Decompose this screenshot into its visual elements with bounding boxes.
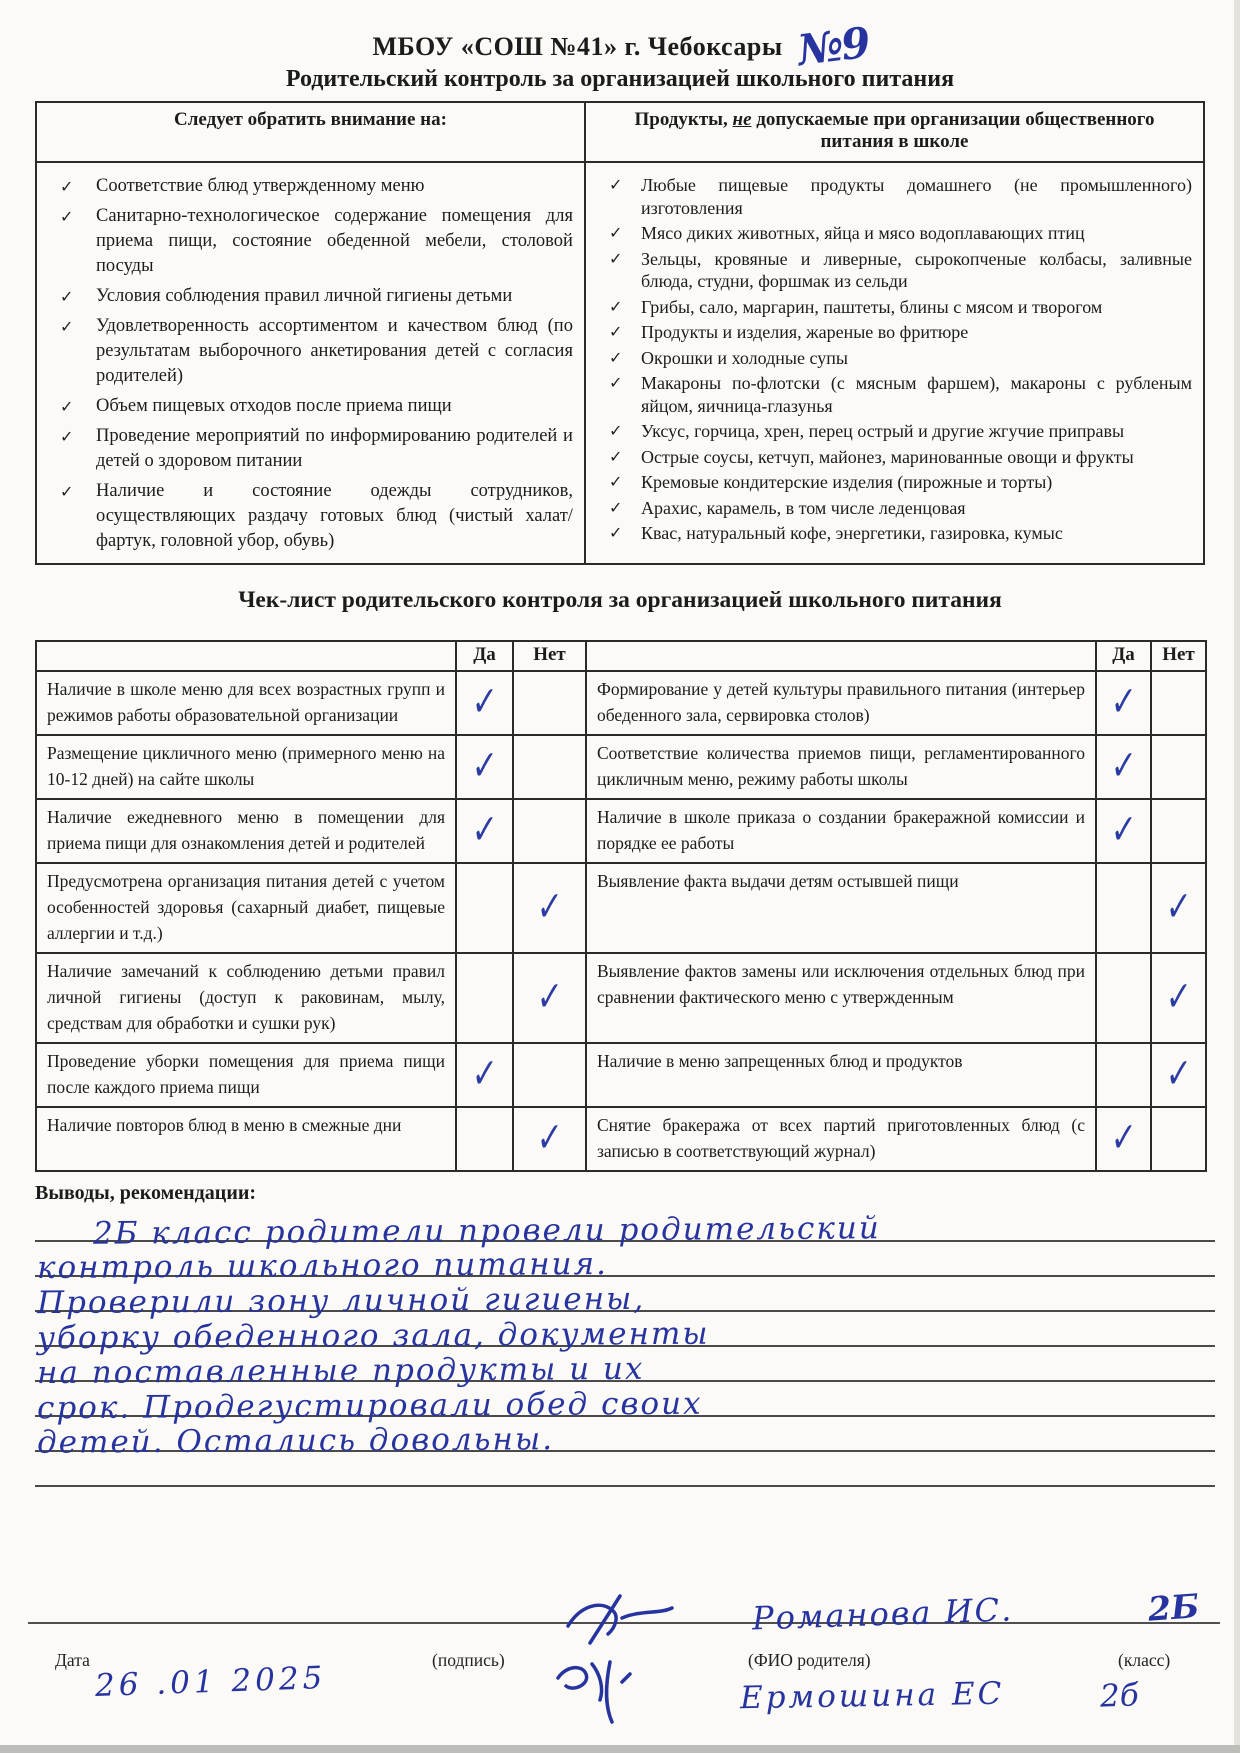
checklist-header-blank-right <box>586 641 1096 671</box>
handwritten-conclusion-line: Проверили зону личной гигиены, <box>36 1280 646 1322</box>
checklist-row <box>36 735 1206 799</box>
checkmark-cell-yes: ✓ <box>456 671 513 735</box>
checkmark-cell-yes: ✓ <box>456 1043 513 1107</box>
checklist-item-text: Соответствие количества приемов пищи, регламентированного цикличным меню, режиму работы школы <box>586 735 1096 799</box>
attention-table <box>35 101 1205 565</box>
checklist-title: Чек-лист родительского контроля за организацией школьного питания <box>238 587 1002 613</box>
attention-item: ✓ Объем пищевых отходов после приема пищи <box>58 394 573 419</box>
class-label: (класс) <box>1118 1650 1171 1670</box>
handwritten-conclusion-line: 2Б класс родители провели родительский <box>92 1210 881 1252</box>
handwritten-class: 2Б <box>1146 1586 1201 1629</box>
checklist-row <box>36 953 1206 1043</box>
checkmark-cell-yes <box>1096 953 1151 1043</box>
attention-item: ✓ Кремовые кондитерские изделия (пирожные и торты) <box>607 471 1192 494</box>
checklist-header-yes-right: Да <box>1096 641 1151 671</box>
checklist-item-text: Выявление фактов замены или исключения отдельных блюд при сравнении фактического меню с утвержденным <box>586 953 1096 1043</box>
attention-item: ✓ Соответствие блюд утвержденному меню <box>58 174 573 199</box>
checkmark-cell-no: ✓ <box>513 863 586 953</box>
checklist-item-text: Наличие в меню запрещенных блюд и продуктов <box>586 1043 1096 1107</box>
date-label: Дата <box>55 1650 90 1670</box>
checkmark-cell-yes <box>1096 1043 1151 1107</box>
checkmark-cell-yes <box>456 863 513 953</box>
checkmark-cell-no <box>1151 671 1206 735</box>
handwritten-conclusion-line: уборку обеденного зала, документы <box>36 1315 710 1357</box>
handwritten-parent-name: Ермошина ЕС <box>739 1675 1005 1717</box>
checklist-item-text: Проведение уборки помещения для приема пищи после каждого приема пищи <box>36 1043 456 1107</box>
checkmark-cell-yes: ✓ <box>1096 735 1151 799</box>
attention-left-list <box>38 174 583 554</box>
right-header-ne: не <box>732 109 752 130</box>
checklist-row <box>36 1107 1206 1171</box>
attention-item: ✓ Мясо диких животных, яйца и мясо водоплавающих птиц <box>607 222 1192 245</box>
checklist-table <box>35 640 1207 1172</box>
checkmark-cell-no: ✓ <box>513 953 586 1043</box>
checkmark-cell-no <box>513 735 586 799</box>
ruled-line <box>35 1417 1215 1461</box>
attention-item: ✓ Зельцы, кровяные и ливерные, сырокопченые колбасы, заливные блюда, студни, форшмак из сельди <box>607 248 1192 293</box>
signature-stroke <box>560 1588 710 1653</box>
signature-stroke <box>552 1648 682 1733</box>
ruled-line <box>35 1242 1215 1286</box>
ruled-line <box>35 1347 1215 1392</box>
checkmark-cell-no <box>513 671 586 735</box>
attention-item: ✓ Макароны по-флотски (с мясным фаршем), макароны с рубленым яйцом, яичница-глазунья <box>607 372 1192 417</box>
checklist-row <box>36 671 1206 735</box>
handwritten-class: 2б <box>1099 1677 1140 1715</box>
attention-left-header: Следует обратить внимание на: <box>36 102 585 162</box>
ruled-line <box>35 1277 1215 1322</box>
attention-item: ✓ Арахис, карамель, в том числе леденцовая <box>607 497 1192 520</box>
handwritten-conclusion-line: на поставленные продукты и их <box>36 1350 645 1392</box>
checklist-header-no-left: Нет <box>513 641 586 671</box>
handwritten-doc-number: №9 <box>794 17 871 76</box>
attention-item: ✓ Санитарно-технологическое содержание помещения для приема пищи, состояние обеденной мебели, столовой посуды <box>58 204 573 279</box>
attention-item: ✓ Уксус, горчица, хрен, перец острый и другие жгучие приправы <box>607 420 1192 443</box>
attention-item: ✓ Квас, натуральный кофе, энергетики, газировка, кумыс <box>607 522 1192 545</box>
ruled-line <box>35 1382 1215 1427</box>
attention-right-header <box>585 102 1204 162</box>
right-header-pre: Продукты, <box>634 109 733 130</box>
document-subtitle: Родительский контроль за организацией школьного питания <box>285 66 955 92</box>
checkmark-cell-no: ✓ <box>1151 1043 1206 1107</box>
checklist-header-blank-left <box>36 641 456 671</box>
checklist-item-text: Предусмотрена организация питания детей с учетом особенностей здоровья (сахарный диабет, пищевые аллергии и т.д.) <box>36 863 456 953</box>
scan-edge-shade <box>1234 0 1240 1753</box>
checklist-item-text: Формирование у детей культуры правильного питания (интерьер обеденного зала, сервировка столов) <box>586 671 1096 735</box>
handwritten-parent-name: Романова ИС. <box>751 1590 1014 1638</box>
checkmark-cell-no <box>513 1043 586 1107</box>
checkmark-cell-no: ✓ <box>513 1107 586 1171</box>
handwritten-conclusion-line: контроль школьного питания. <box>36 1246 609 1286</box>
checklist-header-no-right: Нет <box>1151 641 1206 671</box>
right-header-post: допускаемые при организации общественного питания в школе <box>751 109 1155 152</box>
checklist-item-text: Наличие ежедневного меню в помещении для приема пищи для ознакомления детей и родителей <box>36 799 456 863</box>
document-header <box>35 0 1205 93</box>
ruled-line <box>35 1207 1215 1252</box>
checklist-item-text: Наличие повторов блюд в меню в смежные дни <box>36 1107 456 1171</box>
checklist-row <box>36 863 1206 953</box>
attention-item: ✓ Проведение мероприятий по информированию родителей и детей о здоровом питании <box>58 424 573 474</box>
checkmark-cell-yes <box>456 1107 513 1171</box>
checkmark-cell-no <box>513 799 586 863</box>
checklist-item-text: Наличие в школе меню для всех возрастных групп и режимов работы образовательной организации <box>36 671 456 735</box>
checkmark-cell-no <box>1151 1107 1206 1171</box>
checkmark-cell-no <box>1151 735 1206 799</box>
attention-right-cell <box>585 162 1204 564</box>
attention-item: ✓ Условия соблюдения правил личной гигиены детьми <box>58 284 573 309</box>
attention-left-cell <box>36 162 585 564</box>
handwritten-conclusion-line: детей. Остались довольны. <box>36 1421 555 1461</box>
checkmark-cell-yes <box>456 953 513 1043</box>
checklist-item-text: Размещение цикличного меню (примерного меню на 10-12 дней) на сайте школы <box>36 735 456 799</box>
checkmark-cell-yes <box>1096 863 1151 953</box>
attention-item: ✓ Окрошки и холодные супы <box>607 347 1192 370</box>
checkmark-cell-no <box>1151 799 1206 863</box>
checkmark-cell-yes: ✓ <box>456 799 513 863</box>
checklist-row <box>36 799 1206 863</box>
signature-label: (подпись) <box>432 1650 505 1670</box>
handwritten-date: 26 .01 2025 <box>94 1659 327 1705</box>
parent-name-label: (ФИО родителя) <box>748 1650 871 1670</box>
checkmark-cell-yes: ✓ <box>456 735 513 799</box>
attention-right-list <box>587 174 1202 545</box>
checklist-row <box>36 1043 1206 1107</box>
checkmark-cell-yes: ✓ <box>1096 799 1151 863</box>
checkmark-cell-yes: ✓ <box>1096 671 1151 735</box>
school-title: МБОУ «СОШ №41» г. Чебоксары <box>372 32 783 61</box>
attention-item: ✓ Острые соусы, кетчуп, майонез, маринованные овощи и фрукты <box>607 446 1192 469</box>
ruled-line-empty <box>35 1452 1215 1487</box>
attention-item: ✓ Грибы, сало, маргарин, паштеты, блины с мясом и творогом <box>607 296 1192 319</box>
checkmark-cell-no: ✓ <box>1151 863 1206 953</box>
handwritten-conclusion-line: срок. Продегустировали обед своих <box>36 1385 703 1427</box>
checklist-item-text: Наличие замечаний к соблюдению детьми правил личной гигиены (доступ к раковинам, мылу, средствам для обработки и сушки рук) <box>36 953 456 1043</box>
conclusions-label: Выводы, рекомендации: <box>35 1182 257 1204</box>
ruled-line <box>35 1312 1215 1357</box>
checklist-header-yes-left: Да <box>456 641 513 671</box>
attention-item: ✓ Любые пищевые продукты домашнего (не промышленного) изготовления <box>607 174 1192 219</box>
checklist-item-text: Наличие в школе приказа о создании бракеражной комиссии и порядке ее работы <box>586 799 1096 863</box>
attention-item: ✓ Продукты и изделия, жареные во фритюре <box>607 321 1192 344</box>
checkmark-cell-yes: ✓ <box>1096 1107 1151 1171</box>
checkmark-cell-no: ✓ <box>1151 953 1206 1043</box>
scan-bottom-edge <box>0 1745 1240 1753</box>
attention-item: ✓ Удовлетворенность ассортиментом и качеством блюд (по результатам выборочного анкетирования детей с согласия родителей) <box>58 314 573 389</box>
conclusions-section <box>35 1182 1205 1487</box>
checklist-item-text: Выявление факта выдачи детям остывшей пищи <box>586 863 1096 953</box>
attention-item: ✓ Наличие и состояние одежды сотрудников, осуществляющих раздачу готовых блюд (чистый халат/фартук, головной убор, обувь) <box>58 479 573 554</box>
checklist-item-text: Снятие бракеража от всех партий приготовленных блюд (с записью в соответствующий журнал) <box>586 1107 1096 1171</box>
